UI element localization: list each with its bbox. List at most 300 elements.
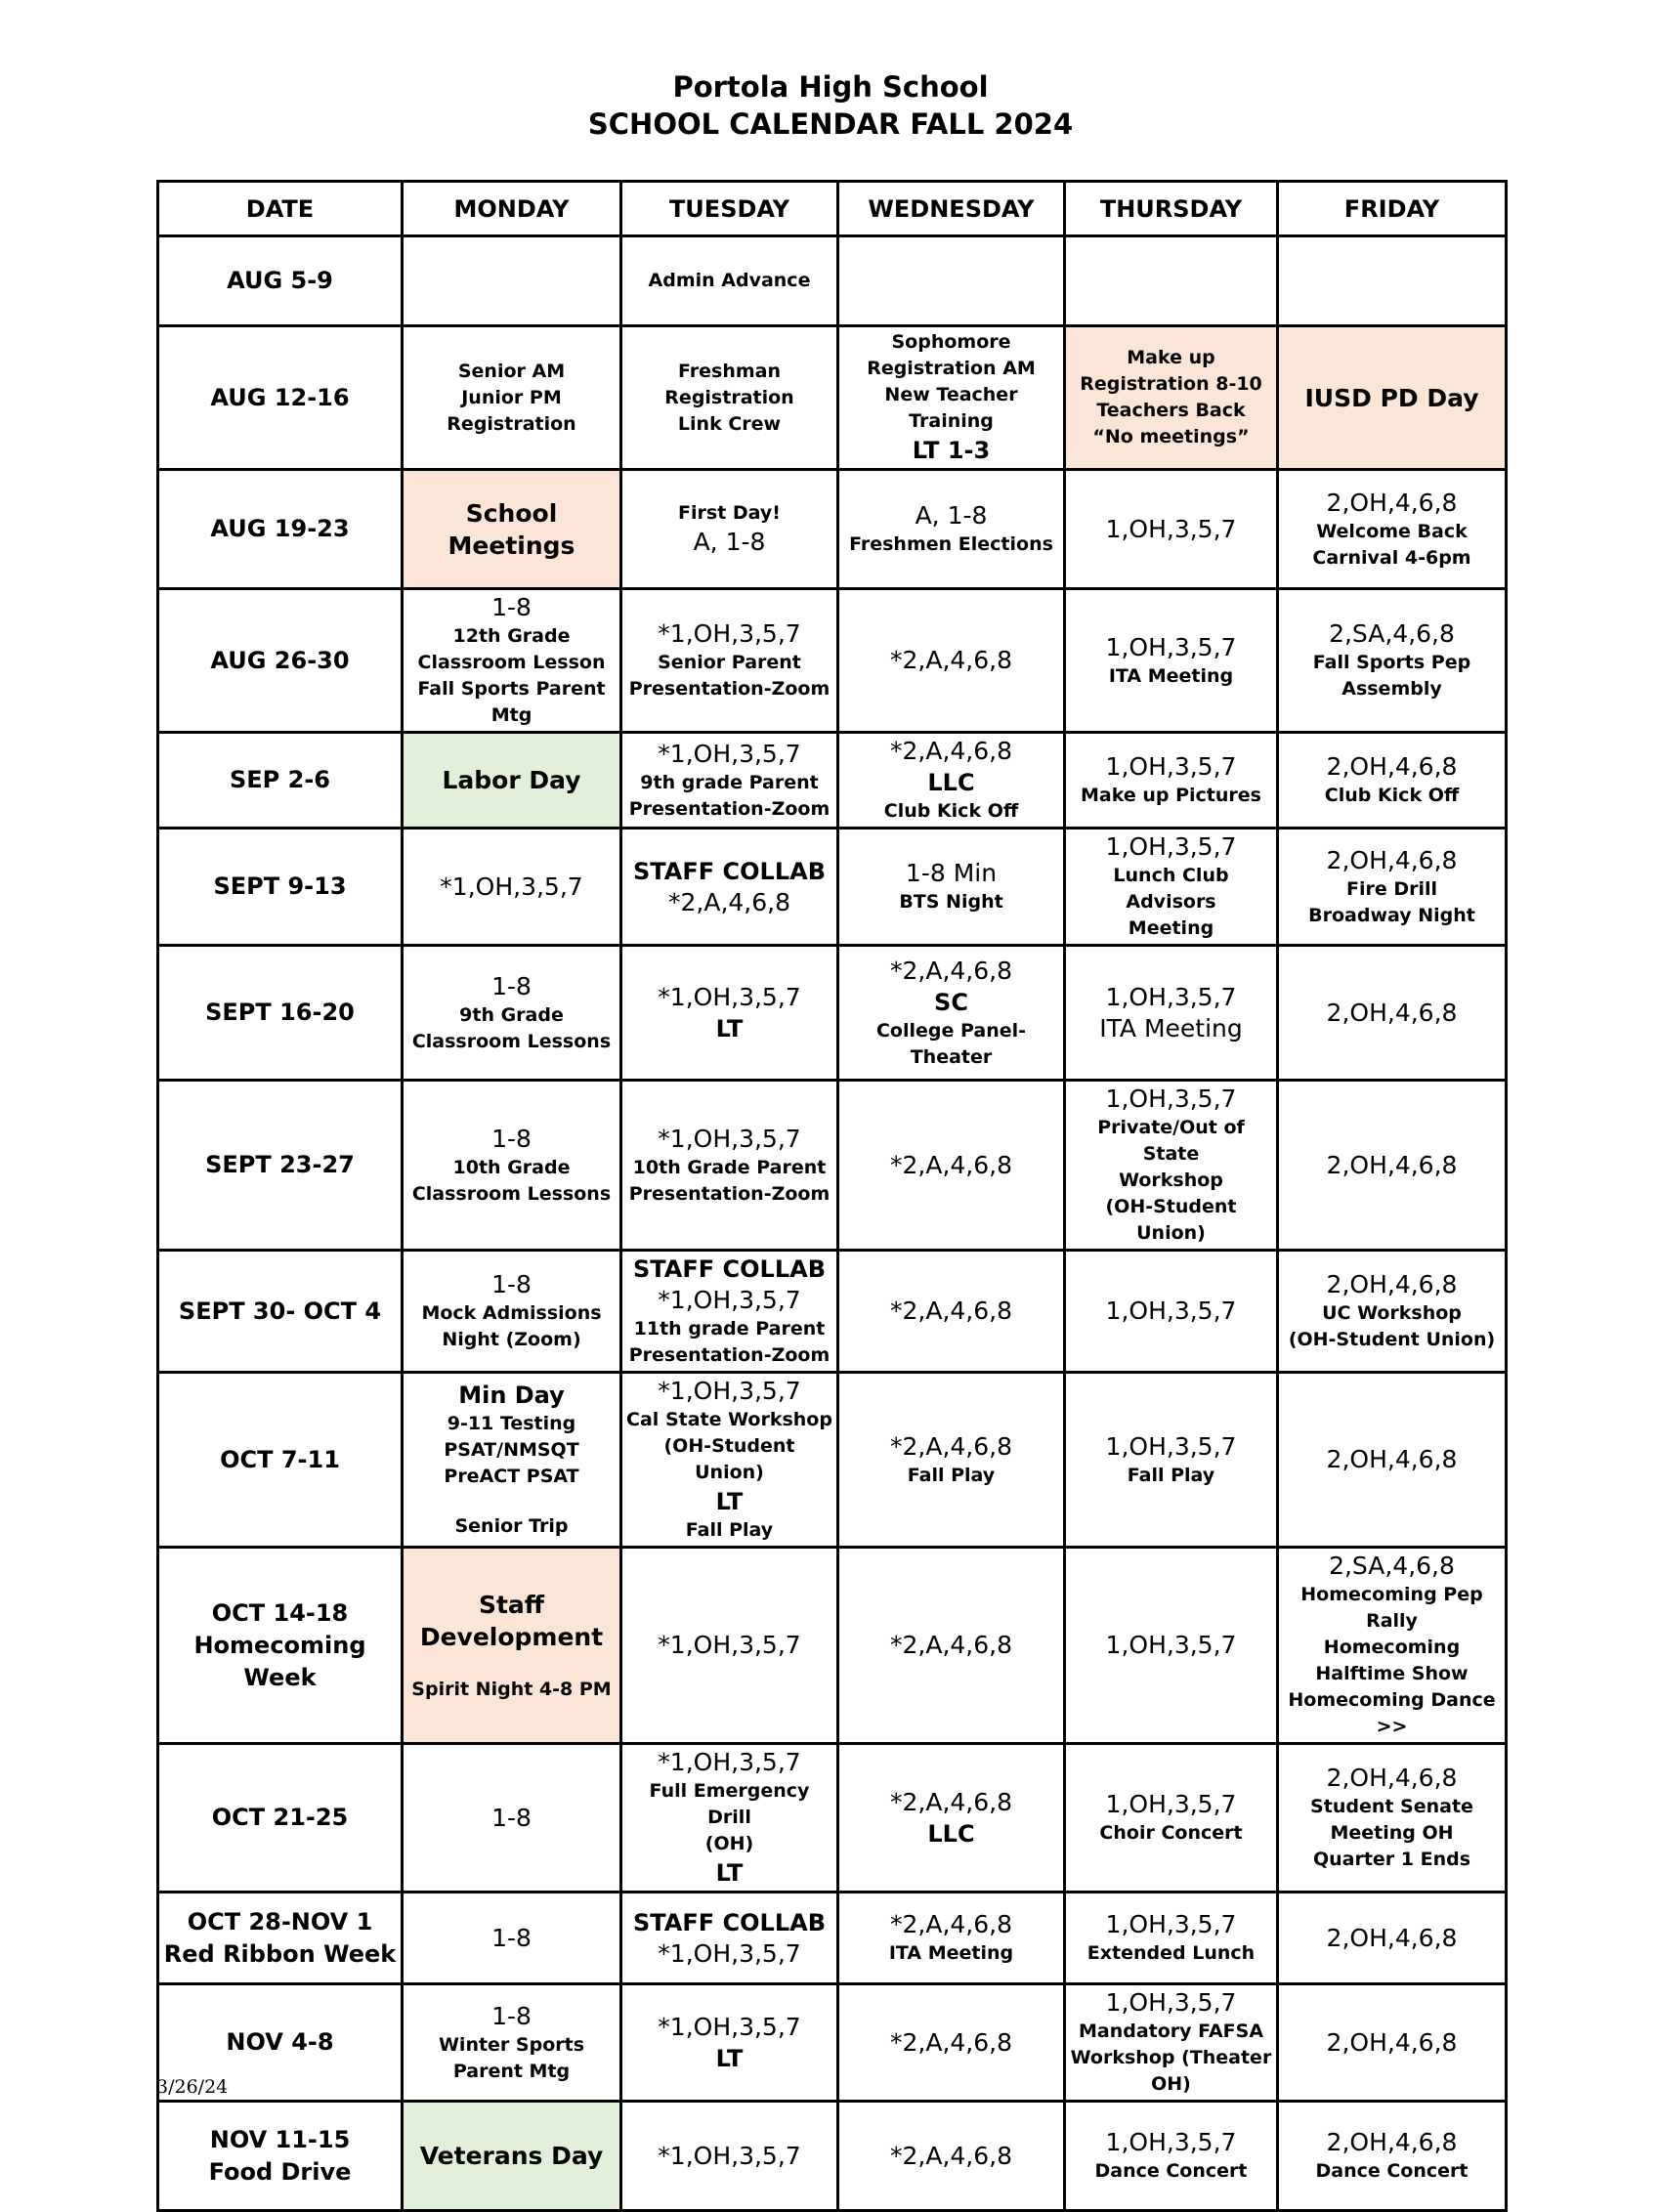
cell-line (407, 1490, 616, 1513)
cell-line: College Panel- (875, 1019, 1027, 1042)
col-header-date: DATE (158, 182, 403, 236)
cell-line: 1,OH,3,5,7 (1105, 1431, 1237, 1461)
tuesday-cell (621, 2102, 838, 2211)
cell-line: Fall Sports Parent (417, 678, 606, 700)
cell-line: LT (715, 1488, 744, 1515)
week-date (158, 1893, 403, 1984)
week-date-line: Week (243, 1663, 317, 1691)
wednesday-cell (838, 2102, 1065, 2211)
cell-line: >> (1376, 1716, 1408, 1737)
friday-cell (1278, 2102, 1507, 2211)
cell-line: 1-8 (491, 1923, 532, 1952)
cell-line: 2,OH,4,6,8 (1326, 845, 1458, 874)
monday-cell (403, 1984, 621, 2102)
cell-line: Full Emergency Drill (649, 1780, 810, 1828)
cell-line: Meeting (1128, 917, 1214, 939)
cell-line: Dance Concert (1315, 2160, 1469, 2182)
friday-cell (1278, 326, 1507, 470)
cell-line: 10th Grade (452, 1156, 571, 1178)
cell-line: Min Day (458, 1382, 565, 1409)
wednesday-cell (838, 946, 1065, 1081)
week-row (158, 589, 1507, 733)
monday-cell (403, 470, 621, 589)
cell-line: Meeting OH (1330, 1822, 1454, 1844)
cell-line: Halftime Show (1315, 1663, 1469, 1684)
week-date (158, 946, 403, 1081)
cell-line: LT (715, 2044, 744, 2072)
cell-line: 2,OH,4,6,8 (1326, 1150, 1458, 1179)
wednesday-cell (838, 326, 1065, 470)
cell-line: (OH-Student Union) (663, 1435, 795, 1483)
revision-date: 3/26/24 (156, 2076, 229, 2098)
cell-line: 1,OH,3,5,7 (1105, 982, 1237, 1011)
week-row (158, 470, 1507, 589)
cell-line: 11th grade Parent (633, 1318, 826, 1340)
cell-line: Senior AM (457, 360, 566, 382)
week-date (158, 326, 403, 470)
cell-line: Make up Pictures (1081, 785, 1261, 806)
tuesday-cell (621, 589, 838, 733)
week-date (158, 829, 403, 946)
cell-line: LLC (927, 769, 975, 796)
cell-line: Registration 8-10 (1080, 373, 1262, 395)
monday-cell (403, 1893, 621, 1984)
week-date (158, 733, 403, 829)
cell-line: 2,OH,4,6,8 (1326, 1764, 1458, 1792)
cell-line: ITA Meeting (888, 1942, 1014, 1964)
thursday-cell (1065, 946, 1278, 1081)
week-row (158, 1251, 1507, 1373)
cell-line: *2,A,4,6,8 (889, 737, 1012, 765)
cell-line: *1,OH,3,5,7 (440, 872, 583, 901)
cell-line: 1-8 (491, 1124, 532, 1153)
wednesday-cell (838, 733, 1065, 829)
cell-line: Mock Admissions (421, 1302, 602, 1324)
wednesday-cell (838, 1744, 1065, 1893)
cell-line: 9th grade Parent (640, 771, 819, 793)
cell-line: 1-8 (491, 1803, 532, 1832)
week-date (158, 236, 403, 326)
cell-line: Teachers Back (1096, 400, 1246, 421)
week-date-line: OCT 21-25 (211, 1804, 349, 1831)
cell-line: *2,A,4,6,8 (889, 646, 1012, 674)
cell-line: Student Senate (1310, 1796, 1473, 1817)
cell-line: LT (715, 1014, 744, 1042)
cell-line: Homecoming Dance (1288, 1689, 1496, 1711)
cell-line: 1-8 Min (905, 859, 998, 887)
cell-line: *2,A,4,6,8 (889, 1910, 1012, 1938)
cell-line: Classroom Lessons (411, 1030, 612, 1052)
cell-line: Fall Play (907, 1464, 996, 1486)
wednesday-cell (838, 1548, 1065, 1744)
cell-line: *2,A,4,6,8 (889, 1150, 1012, 1179)
cell-line: SC (934, 988, 968, 1016)
cell-line: 2,OH,4,6,8 (1326, 2027, 1458, 2057)
cell-line: *2,A,4,6,8 (889, 2141, 1012, 2170)
monday-cell (403, 1251, 621, 1373)
friday-cell (1278, 589, 1507, 733)
cell-line: Veterans Day (419, 2142, 604, 2170)
week-row (158, 2102, 1507, 2211)
thursday-cell (1065, 1893, 1278, 1984)
cell-line: OH) (1151, 2073, 1191, 2095)
monday-cell (403, 1081, 621, 1251)
cell-line: Make up (1127, 347, 1215, 368)
week-date-line: Red Ribbon Week (163, 1939, 397, 1968)
col-header-thursday: THURSDAY (1065, 182, 1278, 236)
cell-line (407, 1653, 616, 1677)
cell-line: Mandatory FAFSA (1078, 2021, 1264, 2042)
friday-cell (1278, 1548, 1507, 1744)
cell-line: *1,OH,3,5,7 (658, 1631, 801, 1659)
tuesday-cell (621, 1373, 838, 1548)
cell-line: School Meetings (447, 498, 575, 560)
cell-line: *2,A,4,6,8 (889, 1297, 1012, 1325)
week-date-line: AUG 5-9 (227, 267, 333, 294)
week-row (158, 733, 1507, 829)
cell-line: ITA Meeting (1099, 1013, 1243, 1042)
cell-line: Presentation-Zoom (628, 678, 830, 700)
week-date-line: Food Drive (208, 2157, 352, 2186)
cell-line: 12th Grade (452, 625, 571, 647)
cell-line: Freshmen Elections (849, 533, 1053, 555)
cell-line: LT (715, 1859, 744, 1887)
cell-line: Presentation-Zoom (628, 797, 830, 820)
week-date-line: OCT 28-NOV 1 (187, 1907, 373, 1936)
wednesday-cell (838, 1984, 1065, 2102)
cell-line: *1,OH,3,5,7 (658, 1286, 801, 1314)
wednesday-cell (838, 1893, 1065, 1984)
cell-line: Dance Concert (1094, 2160, 1248, 2182)
thursday-cell (1065, 829, 1278, 946)
week-date (158, 1373, 403, 1548)
friday-cell (1278, 1373, 1507, 1548)
cell-line: STAFF COLLAB (633, 1255, 826, 1283)
cell-line: Choir Concert (1099, 1822, 1243, 1844)
cell-line: 2,SA,4,6,8 (1329, 619, 1455, 648)
cell-line: *1,OH,3,5,7 (658, 2141, 801, 2170)
thursday-cell (1065, 470, 1278, 589)
monday-cell (403, 829, 621, 946)
cell-line: PreACT PSAT (444, 1466, 579, 1487)
cell-line: Senior Parent (658, 652, 801, 673)
cell-line: *2,A,4,6,8 (667, 887, 790, 916)
col-header-friday: FRIDAY (1278, 182, 1507, 236)
wednesday-cell (838, 1373, 1065, 1548)
cell-line: 2,OH,4,6,8 (1326, 1270, 1458, 1298)
header-row (158, 182, 1507, 236)
cell-line: *2,A,4,6,8 (889, 1431, 1012, 1461)
cell-line: 9th Grade (459, 1003, 564, 1026)
cell-line: Link Crew (677, 412, 782, 435)
week-date-line: SEPT 9-13 (213, 872, 347, 900)
cell-line: Rally (1366, 1610, 1418, 1632)
week-date-line: Homecoming (193, 1631, 366, 1659)
cell-line: 1-8 (491, 593, 532, 621)
week-date (158, 1548, 403, 1744)
friday-cell (1278, 1744, 1507, 1893)
cell-line: *2,A,4,6,8 (889, 1787, 1012, 1816)
monday-cell (403, 946, 621, 1081)
cell-line: Staff (478, 1590, 545, 1619)
week-date (158, 470, 403, 589)
cell-line: (OH-Student Union) (1105, 1196, 1237, 1244)
col-header-wednesday: WEDNESDAY (838, 182, 1065, 236)
friday-cell (1278, 1984, 1507, 2102)
cell-line: Carnival 4-6pm (1312, 546, 1471, 569)
tuesday-cell (621, 470, 838, 589)
col-header-tuesday: TUESDAY (621, 182, 838, 236)
friday-cell (1278, 470, 1507, 589)
week-row (158, 1548, 1507, 1744)
monday-cell (403, 733, 621, 829)
thursday-cell (1065, 1548, 1278, 1744)
week-row (158, 829, 1507, 946)
week-row (158, 1081, 1507, 1251)
monday-cell (403, 326, 621, 470)
cell-line: 1,OH,3,5,7 (1105, 1631, 1237, 1659)
cell-line: 1,OH,3,5,7 (1105, 514, 1237, 543)
week-date-line: SEPT 30- OCT 4 (178, 1297, 382, 1325)
cell-line: Fall Sports Pep (1312, 652, 1471, 673)
tuesday-cell (621, 733, 838, 829)
wednesday-cell (838, 829, 1065, 946)
thursday-cell (1065, 1744, 1278, 1893)
cell-line: 2,OH,4,6,8 (1326, 752, 1458, 781)
thursday-cell (1065, 236, 1278, 326)
friday-cell (1278, 1251, 1507, 1373)
col-header-monday: MONDAY (403, 182, 621, 236)
cell-line: (OH-Student Union) (1288, 1329, 1496, 1350)
cell-line: Private/Out of State (1097, 1117, 1245, 1165)
cell-line: Fall Play (1127, 1464, 1215, 1486)
cell-line: Development (419, 1622, 604, 1651)
cell-line: Presentation-Zoom (628, 1344, 830, 1366)
cell-line: STAFF COLLAB (633, 1908, 826, 1936)
tuesday-cell (621, 1081, 838, 1251)
cell-line: 9-11 Testing (447, 1413, 576, 1434)
cell-line: LLC (927, 1819, 975, 1848)
cell-line: Registration (664, 386, 794, 408)
monday-cell (403, 2102, 621, 2211)
thursday-cell (1065, 1081, 1278, 1251)
cell-line: Fire Drill (1345, 877, 1438, 900)
cell-line: Spirit Night 4-8 PM (411, 1678, 612, 1700)
wednesday-cell (838, 1081, 1065, 1251)
cell-line: Classroom Lesson (417, 652, 606, 673)
cell-line: Admin Advance (648, 270, 811, 291)
cell-line: 1,OH,3,5,7 (1105, 1297, 1237, 1325)
week-date-line: AUG 26-30 (210, 646, 350, 674)
calendar-header (0, 68, 1661, 143)
week-row (158, 946, 1507, 1081)
cell-line: Workshop (Theater (1070, 2047, 1272, 2068)
cell-line: Workshop (1119, 1170, 1223, 1191)
cell-line: Quarter 1 Ends (1312, 1849, 1471, 1870)
friday-cell (1278, 236, 1507, 326)
cell-line: 1,OH,3,5,7 (1105, 1085, 1237, 1113)
thursday-cell (1065, 2102, 1278, 2211)
thursday-cell (1065, 1251, 1278, 1373)
tuesday-cell (621, 326, 838, 470)
tuesday-cell (621, 1984, 838, 2102)
thursday-cell (1065, 326, 1278, 470)
cell-line: Classroom Lessons (411, 1182, 612, 1205)
cell-line: Sophomore (891, 331, 1011, 353)
wednesday-cell (838, 589, 1065, 733)
cell-line: First Day! (678, 502, 781, 524)
wednesday-cell (838, 470, 1065, 589)
monday-cell (403, 589, 621, 733)
cell-line: Broadway Night (1308, 904, 1475, 926)
friday-cell (1278, 946, 1507, 1081)
cell-line: 2,OH,4,6,8 (1326, 488, 1458, 517)
tuesday-cell (621, 1548, 838, 1744)
week-row (158, 1984, 1507, 2102)
thursday-cell (1065, 589, 1278, 733)
cell-line: Cal State Workshop (626, 1409, 832, 1430)
cell-line: 2,OH,4,6,8 (1326, 998, 1458, 1027)
monday-cell (403, 236, 621, 326)
cell-line: Freshman (677, 360, 781, 382)
cell-line: 2,SA,4,6,8 (1329, 1552, 1455, 1580)
cell-line: *1,OH,3,5,7 (658, 739, 801, 768)
cell-line: Welcome Back (1316, 520, 1468, 542)
cell-line: *1,OH,3,5,7 (658, 2012, 801, 2041)
cell-line: 1,OH,3,5,7 (1105, 2128, 1237, 2156)
week-date (158, 1744, 403, 1893)
cell-line: Registration AM (867, 358, 1036, 379)
cell-line: Registration (447, 412, 576, 435)
tuesday-cell (621, 236, 838, 326)
week-row (158, 1744, 1507, 1893)
week-row (158, 326, 1507, 470)
week-date-line: AUG 19-23 (210, 515, 350, 542)
week-row (158, 1373, 1507, 1548)
cell-line: Theater (910, 1045, 993, 1068)
calendar-table (156, 180, 1508, 2212)
week-date (158, 1251, 403, 1373)
cell-line: *1,OH,3,5,7 (658, 1938, 801, 1968)
cell-line: Presentation-Zoom (628, 1182, 830, 1205)
cell-line: A, 1-8 (693, 528, 766, 556)
week-row (158, 236, 1507, 326)
cell-line: UC Workshop (1322, 1302, 1462, 1324)
cell-line: 2,OH,4,6,8 (1326, 1445, 1458, 1473)
cell-line: Lunch Club Advisors (1113, 865, 1229, 913)
cell-line: 1-8 (491, 1270, 532, 1298)
cell-line: *2,A,4,6,8 (889, 1631, 1012, 1659)
cell-line: *1,OH,3,5,7 (658, 982, 801, 1011)
tuesday-cell (621, 829, 838, 946)
cell-line: New Teacher Training (884, 384, 1018, 432)
cell-line: Fall Play (685, 1519, 774, 1541)
cell-line: *1,OH,3,5,7 (658, 1124, 801, 1153)
week-date-line: NOV 4-8 (226, 2028, 334, 2056)
cell-line: 1,OH,3,5,7 (1105, 832, 1237, 861)
friday-cell (1278, 733, 1507, 829)
friday-cell (1278, 1081, 1507, 1251)
tuesday-cell (621, 1744, 838, 1893)
school-name: Portola High School (672, 70, 989, 104)
cell-line: Mtg (490, 704, 532, 726)
cell-line: (OH) (704, 1833, 754, 1854)
cell-line: Winter Sports (438, 2033, 585, 2056)
thursday-cell (1065, 733, 1278, 829)
week-date (158, 1081, 403, 1251)
cell-line: BTS Night (899, 891, 1003, 913)
monday-cell (403, 1373, 621, 1548)
cell-line: *1,OH,3,5,7 (658, 1377, 801, 1405)
wednesday-cell (838, 236, 1065, 326)
cell-line: *2,A,4,6,8 (889, 956, 1012, 985)
thursday-cell (1065, 1373, 1278, 1548)
cell-line: 2,OH,4,6,8 (1326, 2128, 1458, 2156)
week-date-line: AUG 12-16 (210, 383, 350, 411)
cell-line: ITA Meeting (1108, 664, 1234, 687)
cell-line: PSAT/NMSQT (444, 1439, 579, 1461)
cell-line: 1,OH,3,5,7 (1105, 752, 1237, 781)
cell-line: Club Kick Off (883, 800, 1019, 822)
cell-line: Homecoming Pep (1300, 1584, 1483, 1605)
week-date (158, 2102, 403, 2211)
cell-line: Homecoming (1323, 1637, 1461, 1658)
cell-line: Assembly (1342, 678, 1442, 700)
week-date-line: SEPT 16-20 (205, 999, 355, 1026)
cell-line: IUSD PD Day (1304, 383, 1479, 412)
cell-line: A, 1-8 (915, 501, 988, 530)
tuesday-cell (621, 1893, 838, 1984)
tuesday-cell (621, 946, 838, 1081)
cell-line: Night (Zoom) (442, 1329, 581, 1350)
friday-cell (1278, 829, 1507, 946)
week-date-line: OCT 14-18 (211, 1598, 349, 1627)
cell-line: Labor Day (442, 766, 581, 794)
cell-line: *2,A,4,6,8 (889, 2027, 1012, 2057)
week-date-line: SEPT 23-27 (205, 1151, 355, 1178)
week-row (158, 1893, 1507, 1984)
cell-line: “No meetings” (1092, 426, 1250, 447)
week-date-line: NOV 11-15 (209, 2125, 351, 2153)
monday-cell (403, 1744, 621, 1893)
cell-line: 10th Grade Parent (632, 1156, 827, 1178)
cell-line: 2,OH,4,6,8 (1326, 1923, 1458, 1952)
tuesday-cell (621, 1251, 838, 1373)
thursday-cell (1065, 1984, 1278, 2102)
cell-line: STAFF COLLAB (633, 857, 826, 885)
cell-line: 1,OH,3,5,7 (1105, 1790, 1237, 1818)
calendar-title: SCHOOL CALENDAR FALL 2024 (587, 107, 1074, 141)
cell-line: *1,OH,3,5,7 (658, 1748, 801, 1776)
cell-line: 1,OH,3,5,7 (1105, 1910, 1237, 1938)
cell-line: Club Kick Off (1324, 785, 1460, 806)
cell-line: Parent Mtg (452, 2060, 571, 2082)
cell-line: 1,OH,3,5,7 (1105, 1988, 1237, 2017)
week-date (158, 589, 403, 733)
cell-line: *1,OH,3,5,7 (658, 619, 801, 648)
cell-line: LT 1-3 (912, 437, 991, 464)
friday-cell (1278, 1893, 1507, 1984)
wednesday-cell (838, 1251, 1065, 1373)
cell-line: 1-8 (491, 2001, 532, 2030)
week-date-line: OCT 7-11 (220, 1445, 340, 1473)
cell-line: Senior Trip (454, 1515, 569, 1537)
cell-line: Junior PM (461, 386, 562, 408)
cell-line: Extended Lunch (1086, 1942, 1256, 1964)
monday-cell (403, 1548, 621, 1744)
cell-line: 1-8 (491, 971, 532, 1000)
cell-line: 1,OH,3,5,7 (1105, 632, 1237, 661)
